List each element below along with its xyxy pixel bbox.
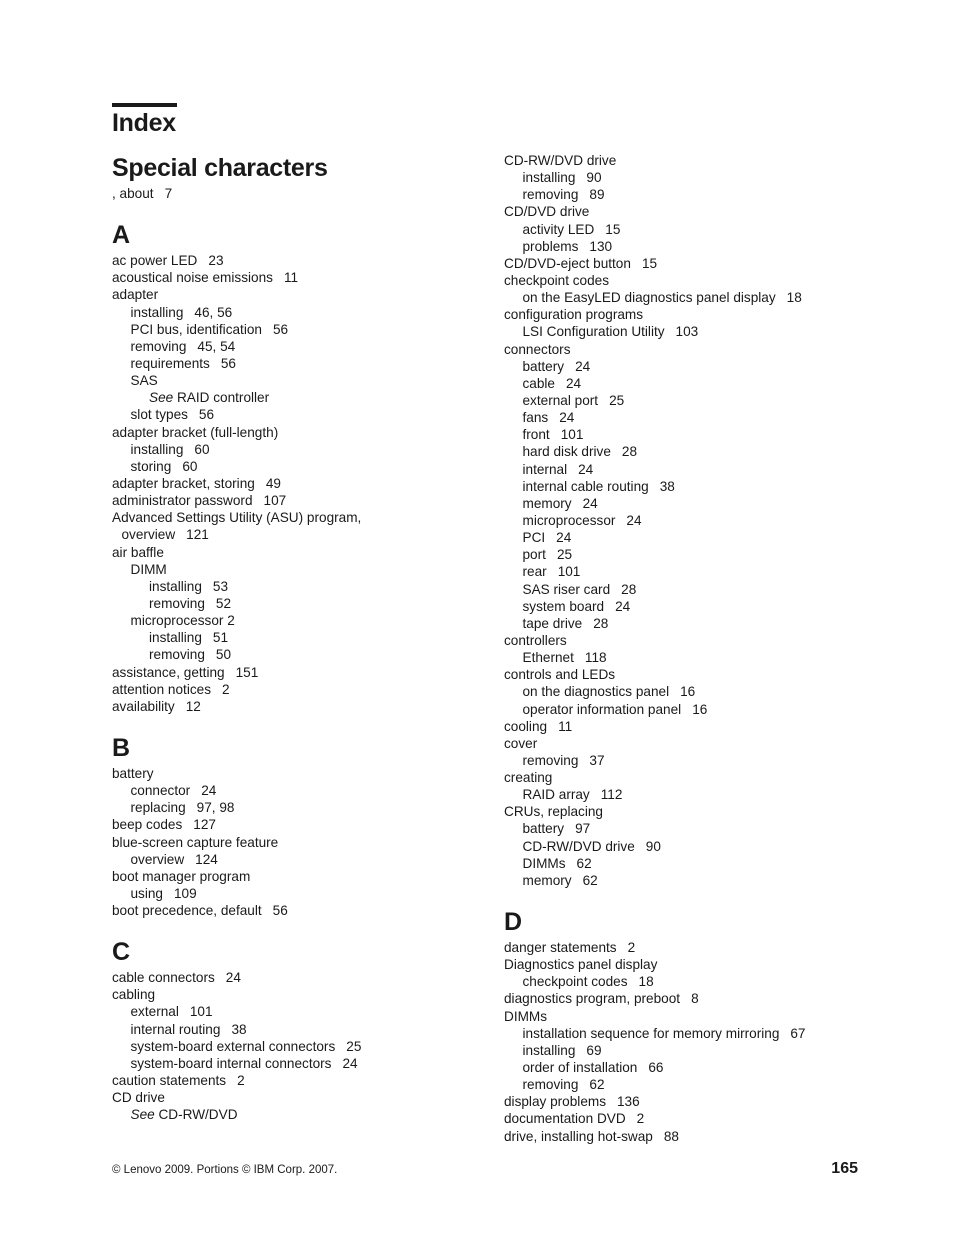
index-entry xyxy=(112,816,482,833)
entry-term: CD-RW/DVD drive xyxy=(504,153,617,168)
index-entry xyxy=(112,372,482,389)
entry-page-numbers: 18 xyxy=(638,974,654,990)
entry-page-numbers: 69 xyxy=(586,1042,602,1058)
entry-term: Ethernet xyxy=(522,650,574,666)
entry-term: removing xyxy=(522,187,579,203)
entry-term: operator information panel xyxy=(522,701,682,717)
index-entry xyxy=(504,272,924,289)
index-entry xyxy=(504,426,924,443)
entry-term: CRUs, replacing xyxy=(504,804,603,820)
section-heading: C xyxy=(112,938,130,967)
title-rule xyxy=(112,103,177,107)
entry-page-numbers: 25 xyxy=(346,1038,362,1054)
entry-term: installing xyxy=(149,578,202,594)
index-entry xyxy=(504,752,924,769)
entry-page-numbers: 18 xyxy=(786,290,802,306)
entry-term: PCI bus, identification xyxy=(130,321,262,337)
entry-term: CD-RW/DVD drive xyxy=(522,838,635,854)
section-heading: B xyxy=(112,733,130,762)
entry-term: rear xyxy=(522,564,547,580)
entry-page-numbers: 56 xyxy=(272,903,288,919)
see-reference: See xyxy=(130,1107,155,1123)
index-entry xyxy=(112,458,482,475)
entry-term: attention notices xyxy=(112,681,211,697)
index-entry xyxy=(504,838,924,855)
index-column-right xyxy=(504,152,924,1145)
index-entry xyxy=(504,529,924,546)
entry-page-numbers: 24 xyxy=(582,495,598,511)
entry-term: administrator password xyxy=(112,493,253,509)
index-entry xyxy=(504,563,924,580)
entry-term: removing xyxy=(522,752,579,768)
entry-page-numbers: 62 xyxy=(589,1077,605,1093)
entry-term: cable connectors xyxy=(112,970,215,986)
index-entry xyxy=(112,338,482,355)
entry-page-numbers: 7 xyxy=(164,186,173,201)
entry-term: configuration programs xyxy=(504,307,644,323)
entry-term: blue-screen capture feature xyxy=(112,834,279,850)
entry-page-numbers: 151 xyxy=(235,664,259,680)
entry-page-numbers: 90 xyxy=(586,170,602,186)
entry-page-numbers: 45, 54 xyxy=(197,338,236,354)
entry-page-numbers: 38 xyxy=(231,1021,247,1037)
entry-term: drive, installing hot-swap xyxy=(504,1128,653,1144)
entry-term: tape drive xyxy=(522,615,583,631)
entry-term: diagnostics program, preboot xyxy=(504,991,681,1007)
index-entry xyxy=(504,358,924,375)
entry-term: port xyxy=(522,547,546,563)
entry-term: removing xyxy=(149,647,205,663)
entry-term: installation sequence for memory mirroring xyxy=(522,1025,780,1041)
entry-term: internal routing xyxy=(130,1021,221,1037)
entry-page-numbers: 11 xyxy=(558,718,573,734)
entry-page-numbers: 2 xyxy=(237,1073,245,1089)
entry-page-numbers: 101 xyxy=(560,427,584,443)
entry-page-numbers: 24 xyxy=(626,512,642,528)
index-entry xyxy=(504,255,924,272)
entry-term: SAS xyxy=(130,373,158,389)
entry-page-numbers: 16 xyxy=(692,701,708,717)
index-entry xyxy=(112,475,482,492)
index-entry xyxy=(504,769,924,786)
entry-page-numbers: 97 xyxy=(575,821,591,837)
index-entry xyxy=(112,526,482,543)
entry-page-numbers: 11 xyxy=(283,270,299,286)
index-entry xyxy=(504,956,924,973)
entry-term: cabling xyxy=(112,987,156,1003)
index-entry xyxy=(504,803,924,820)
entry-page-numbers: 37 xyxy=(589,752,605,768)
entry-page-numbers: 23 xyxy=(208,253,224,269)
index-entry xyxy=(112,321,482,338)
index-entry xyxy=(504,1059,924,1076)
index-entry xyxy=(504,855,924,872)
entry-page-numbers: 25 xyxy=(609,392,625,408)
entry-term: memory xyxy=(522,495,572,511)
entry-page-numbers: 90 xyxy=(645,838,661,854)
entry-page-numbers: 107 xyxy=(263,493,287,509)
index-entry xyxy=(504,495,924,512)
entry-page-numbers: 103 xyxy=(675,324,699,340)
index-entry xyxy=(112,509,482,526)
entry-term: slot types xyxy=(130,407,188,423)
index-entry xyxy=(112,1003,482,1020)
index-entry xyxy=(504,820,924,837)
entry-term: requirements xyxy=(130,355,210,371)
entry-term: CD drive xyxy=(112,1090,165,1106)
entry-page-numbers: 62 xyxy=(576,855,592,871)
entry-term: battery xyxy=(522,358,565,374)
entry-page-numbers: 28 xyxy=(621,581,637,597)
entry-term: PCI xyxy=(522,530,546,546)
entry-page-numbers: 15 xyxy=(641,255,658,271)
index-entry xyxy=(504,221,924,238)
index-entry xyxy=(504,701,924,718)
index-entry xyxy=(112,304,482,321)
entry-term: LSI Configuration Utility xyxy=(522,324,665,340)
index-entry xyxy=(112,578,482,595)
see-reference: See xyxy=(149,390,174,406)
index-entry xyxy=(504,546,924,563)
entry-page-numbers: 38 xyxy=(659,478,675,494)
index-entry xyxy=(112,595,482,612)
entry-term: Diagnostics panel display xyxy=(504,957,658,973)
entry-page-numbers: 118 xyxy=(584,650,607,666)
index-entry xyxy=(112,286,482,303)
entry-page-numbers: 46, 56 xyxy=(194,304,233,320)
entry-page-numbers: 24 xyxy=(225,970,241,986)
entry-term: battery xyxy=(112,765,154,781)
entry-page-numbers: 97, 98 xyxy=(196,800,235,816)
index-entry xyxy=(504,289,924,306)
entry-page-numbers: 28 xyxy=(593,615,609,631)
entry-term: air baffle xyxy=(112,544,164,560)
entry-term: cooling xyxy=(504,718,548,734)
index-entry xyxy=(112,765,482,782)
entry-term: storing xyxy=(130,458,172,474)
entry-page-numbers: 8 xyxy=(691,991,699,1007)
index-entry xyxy=(112,1089,482,1106)
index-entry xyxy=(112,612,482,629)
entry-page-numbers: 2 xyxy=(627,940,636,956)
index-entry xyxy=(504,973,924,990)
index-entry xyxy=(112,782,482,799)
entry-term: boot manager program xyxy=(112,868,251,884)
index-entry xyxy=(504,203,924,220)
entry-term: system board xyxy=(522,598,605,614)
entry-term: connectors xyxy=(504,341,571,357)
entry-page-numbers: 51 xyxy=(212,630,229,646)
index-entry xyxy=(112,868,482,885)
entry-term: installing xyxy=(522,1042,576,1058)
entry-term: cable xyxy=(522,375,555,391)
index-entry xyxy=(112,681,482,698)
index-entry xyxy=(112,269,482,286)
index-entry xyxy=(504,718,924,735)
entry-term: battery xyxy=(522,821,565,837)
index-entry xyxy=(504,1025,924,1042)
entry-term: replacing xyxy=(130,800,186,816)
entry-page-numbers: 56 xyxy=(198,407,215,423)
index-entry xyxy=(504,735,924,752)
entry-term: internal cable routing xyxy=(522,478,649,494)
entry-page-numbers: 109 xyxy=(174,885,197,901)
entry-page-numbers: 136 xyxy=(617,1094,640,1110)
index-entry xyxy=(112,1038,482,1055)
entry-page-numbers: 24 xyxy=(201,783,217,799)
entry-term: acoustical noise emissions xyxy=(112,270,273,286)
entry-term: connector xyxy=(130,783,191,799)
entry-term: ac power LED xyxy=(112,253,198,269)
page-number: 165 xyxy=(831,1160,858,1177)
section-heading: Special characters xyxy=(112,154,328,182)
entry-term: hard disk drive xyxy=(522,444,611,460)
entry-term: CD/DVD drive xyxy=(504,204,590,220)
entry-term: memory xyxy=(522,872,572,888)
entry-term: creating xyxy=(504,770,553,786)
index-entry xyxy=(504,238,924,255)
index-entry xyxy=(504,341,924,358)
index-entry xyxy=(112,561,482,578)
entry-page-numbers: 101 xyxy=(189,1004,213,1020)
entry-term: system-board external connectors xyxy=(130,1038,336,1054)
entry-term: overview xyxy=(121,527,176,543)
index-entry xyxy=(112,252,482,269)
entry-term: RAID array xyxy=(522,787,590,803)
index-entry xyxy=(112,185,482,202)
entry-term: order of installation xyxy=(522,1060,638,1076)
entry-page-numbers: 24 xyxy=(566,375,582,391)
index-entry xyxy=(504,306,924,323)
entry-page-numbers: 62 xyxy=(582,872,598,888)
entry-term: installing xyxy=(130,441,184,457)
entry-term: Advanced Settings Utility (ASU) program, xyxy=(112,510,362,526)
index-entry xyxy=(504,186,924,203)
entry-term: microprocessor xyxy=(522,512,616,528)
index-entry xyxy=(504,581,924,598)
entry-term: availability xyxy=(112,698,175,714)
index-entry xyxy=(504,872,924,889)
entry-term: SAS riser card xyxy=(522,581,611,597)
entry-page-numbers: 88 xyxy=(663,1128,679,1144)
entry-term: DIMMs xyxy=(522,855,566,871)
section-heading: A xyxy=(112,221,130,250)
entry-page-numbers: 127 xyxy=(193,817,216,833)
entry-page-numbers: 12 xyxy=(185,698,201,714)
index-entry xyxy=(504,1093,924,1110)
entry-page-numbers: 66 xyxy=(648,1060,664,1076)
index-entry xyxy=(504,786,924,803)
entry-term: overview xyxy=(130,851,185,867)
entry-term: on the diagnostics panel xyxy=(522,684,670,700)
entry-term: checkpoint codes xyxy=(504,272,610,288)
index-entry xyxy=(112,799,482,816)
entry-page-numbers: 130 xyxy=(589,238,613,254)
entry-term: installing xyxy=(522,170,576,186)
entry-page-numbers: 56 xyxy=(272,321,289,337)
index-entry xyxy=(504,152,924,169)
index-entry xyxy=(504,632,924,649)
index-entry xyxy=(504,1110,924,1127)
entry-term: on the EasyLED diagnostics panel display xyxy=(522,290,776,306)
entry-page-numbers: 2 xyxy=(222,681,230,697)
entry-page-numbers: 121 xyxy=(186,527,209,543)
index-entry xyxy=(504,409,924,426)
entry-term: microprocessor 2 xyxy=(130,613,235,629)
index-entry xyxy=(504,1128,924,1145)
entry-page-numbers: 15 xyxy=(605,221,621,237)
index-entry xyxy=(112,969,482,986)
index-entry xyxy=(504,169,924,186)
section-heading: D xyxy=(504,908,522,937)
entry-page-numbers: 25 xyxy=(556,547,573,563)
index-entry xyxy=(112,698,482,715)
entry-term: documentation DVD xyxy=(504,1111,626,1127)
index-entry xyxy=(112,544,482,561)
index-entry xyxy=(112,406,482,423)
entry-term: installing xyxy=(130,304,184,320)
entry-page-numbers: 60 xyxy=(194,441,210,457)
entry-term: using xyxy=(130,885,163,901)
entry-page-numbers: 24 xyxy=(615,598,631,614)
index-entry xyxy=(504,443,924,460)
entry-term: removing xyxy=(130,338,187,354)
entry-page-numbers: 2 xyxy=(636,1111,645,1127)
index-entry xyxy=(112,629,482,646)
index-entry xyxy=(112,834,482,851)
entry-term: adapter bracket (full-length) xyxy=(112,424,279,440)
entry-page-numbers: 24 xyxy=(575,358,591,374)
entry-term: removing xyxy=(149,595,205,611)
index-entry xyxy=(112,389,482,406)
entry-term: external xyxy=(130,1004,179,1020)
entry-term: adapter xyxy=(112,287,159,303)
index-entry xyxy=(112,1021,482,1038)
index-entry xyxy=(112,885,482,902)
entry-page-numbers: 24 xyxy=(556,530,572,546)
entry-term: internal xyxy=(522,461,568,477)
index-entry xyxy=(504,375,924,392)
entry-term: RAID controller xyxy=(176,390,270,406)
index-entry xyxy=(504,323,924,340)
index-entry xyxy=(504,1076,924,1093)
index-entry xyxy=(504,1008,924,1025)
index-entry xyxy=(504,990,924,1007)
entry-term: CD/DVD-eject button xyxy=(504,255,631,271)
entry-term: beep codes xyxy=(112,817,183,833)
index-entry xyxy=(112,1106,482,1123)
entry-page-numbers: 101 xyxy=(557,564,581,580)
entry-term: cover xyxy=(504,735,538,751)
index-entry xyxy=(112,902,482,919)
entry-page-numbers: 24 xyxy=(559,410,575,426)
entry-term: system-board internal connectors xyxy=(130,1055,332,1071)
entry-term: boot precedence, default xyxy=(112,903,262,919)
index-column-left xyxy=(112,152,482,1123)
entry-term: display problems xyxy=(504,1094,606,1110)
index-entry xyxy=(504,939,924,956)
entry-term: caution statements xyxy=(112,1073,227,1089)
index-entry xyxy=(112,1072,482,1089)
index-entry xyxy=(504,1042,924,1059)
index-entry xyxy=(112,492,482,509)
entry-page-numbers: 67 xyxy=(790,1025,806,1041)
entry-term: fans xyxy=(522,410,549,426)
entry-page-numbers: 53 xyxy=(212,578,229,594)
entry-term: assistance, getting xyxy=(112,664,225,680)
index-entry xyxy=(504,598,924,615)
index-entry xyxy=(112,355,482,372)
index-entry xyxy=(504,461,924,478)
entry-page-numbers: 24 xyxy=(342,1055,358,1071)
entry-term: DIMMs xyxy=(504,1008,548,1024)
entry-term: controllers xyxy=(504,632,567,648)
index-entry xyxy=(112,646,482,663)
index-entry xyxy=(112,424,482,441)
page-title: Index xyxy=(112,109,176,137)
entry-page-numbers: 50 xyxy=(215,647,232,663)
index-entry xyxy=(504,683,924,700)
entry-page-numbers: 56 xyxy=(220,355,236,371)
index-entry xyxy=(504,392,924,409)
entry-page-numbers: 112 xyxy=(600,787,623,803)
entry-term: activity LED xyxy=(522,221,595,237)
entry-page-numbers: 60 xyxy=(182,458,198,474)
index-entry xyxy=(112,664,482,681)
entry-term: CD-RW/DVD xyxy=(158,1107,238,1123)
index-entry xyxy=(504,615,924,632)
entry-term: removing xyxy=(522,1077,579,1093)
entry-term: controls and LEDs xyxy=(504,667,616,683)
index-entry xyxy=(504,649,924,666)
index-entry xyxy=(504,666,924,683)
entry-page-numbers: 52 xyxy=(215,595,232,611)
entry-page-numbers: 24 xyxy=(578,461,594,477)
entry-page-numbers: 49 xyxy=(265,475,281,491)
entry-term: front xyxy=(522,427,550,443)
entry-term: external port xyxy=(522,392,599,408)
index-entry xyxy=(112,986,482,1003)
entry-page-numbers: 28 xyxy=(621,444,638,460)
entry-page-numbers: 89 xyxy=(589,187,605,203)
index-entry xyxy=(112,1055,482,1072)
entry-term: DIMM xyxy=(130,561,167,577)
entry-term: adapter bracket, storing xyxy=(112,475,255,491)
entry-page-numbers: 124 xyxy=(195,851,218,867)
entry-term: , about xyxy=(112,186,154,201)
entry-term: installing xyxy=(149,630,202,646)
entry-term: danger statements xyxy=(504,940,617,956)
index-entry xyxy=(504,512,924,529)
index-entry xyxy=(112,851,482,868)
index-entry xyxy=(504,478,924,495)
index-entry xyxy=(112,441,482,458)
footer-copyright: © Lenovo 2009. Portions © IBM Corp. 2007. xyxy=(112,1164,338,1176)
entry-page-numbers: 16 xyxy=(680,684,696,700)
entry-term: problems xyxy=(522,238,579,254)
entry-term: checkpoint codes xyxy=(522,974,628,990)
